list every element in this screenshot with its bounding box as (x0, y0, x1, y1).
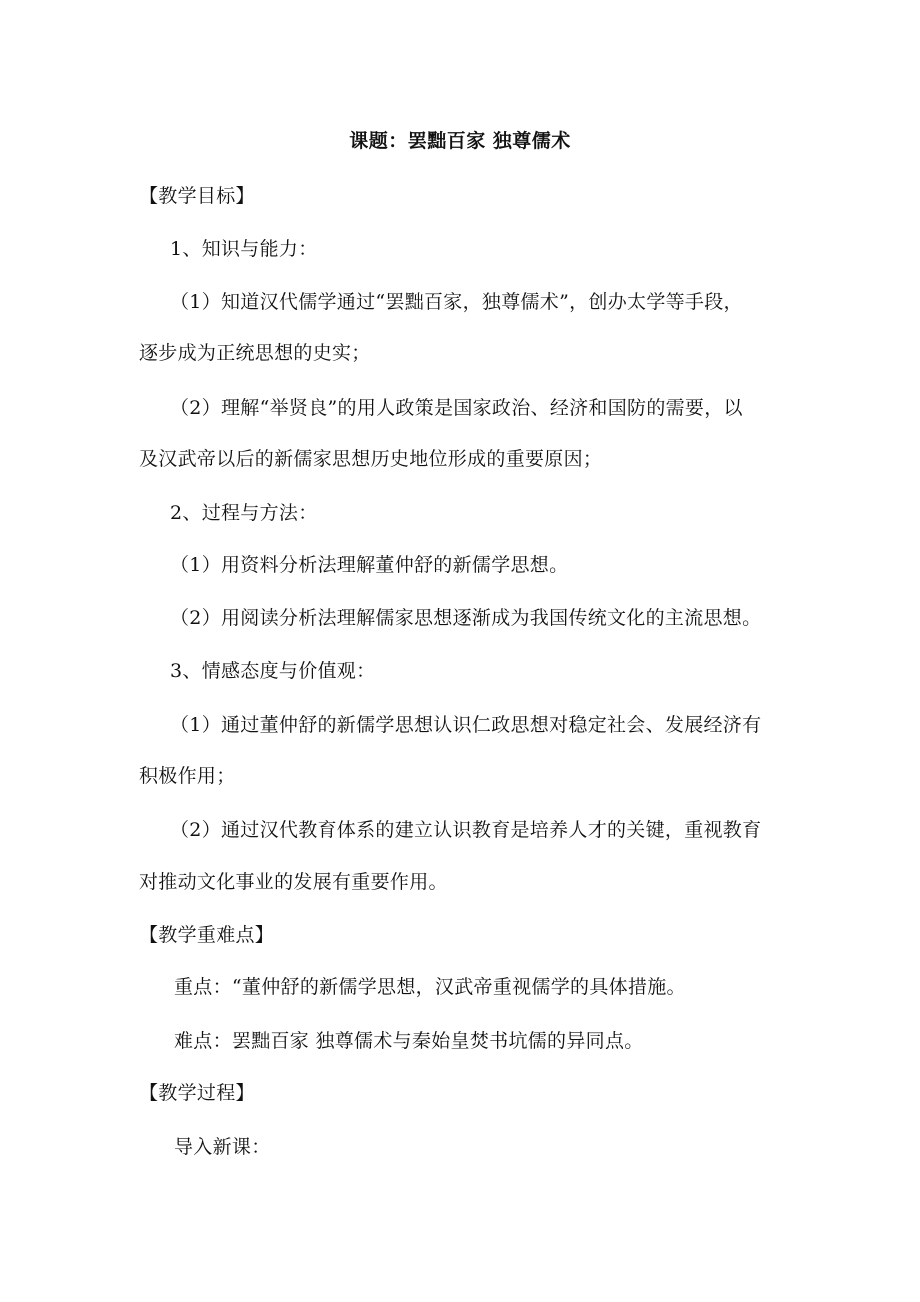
page-title: 课题：罢黜百家 独尊儒术 (349, 130, 571, 152)
paragraph-values-1-line2: 积极作用； (139, 765, 236, 787)
paragraph-knowledge-2-line1: （2）理解“举贤良”的用人政策是国家政治、经济和国防的需要，以 (170, 397, 743, 419)
paragraph-values-1-line1: （1）通过董仲舒的新儒学思想认识仁政思想对稳定社会、发展经济有 (170, 714, 762, 736)
subheading-knowledge-ability: 1、知识与能力： (170, 238, 318, 260)
section-heading-teaching-process: 【教学过程】 (139, 1082, 255, 1104)
paragraph-knowledge-2-line2: 及汉武帝以后的新儒家思想历史地位形成的重要原因； (139, 448, 603, 470)
paragraph-process-1: （1）用资料分析法理解董仲舒的新儒学思想。 (170, 554, 569, 576)
paragraph-knowledge-1-line2: 逐步成为正统思想的史实； (139, 342, 371, 364)
paragraph-intro: 导入新课： (174, 1136, 271, 1158)
subheading-process-method: 2、过程与方法： (170, 502, 318, 524)
section-heading-key-points: 【教学重难点】 (139, 924, 275, 946)
paragraph-process-2: （2）用阅读分析法理解儒家思想逐渐成为我国传统文化的主流思想。 (170, 607, 762, 629)
subheading-values: 3、情感态度与价值观： (170, 660, 376, 682)
paragraph-values-2-line2: 对推动文化事业的发展有重要作用。 (139, 871, 448, 893)
section-heading-teaching-goals: 【教学目标】 (139, 185, 255, 207)
paragraph-knowledge-1-line1: （1）知道汉代儒学通过“罢黜百家，独尊儒术”，创办太学等手段， (170, 291, 743, 313)
paragraph-key-difficulty: 难点：罢黜百家 独尊儒术与秦始皇焚书坑儒的异同点。 (174, 1030, 644, 1052)
paragraph-key-focus: 重点：“董仲舒的新儒学思想，汉武帝重视儒学的具体措施。 (174, 976, 686, 998)
paragraph-values-2-line1: （2）通过汉代教育体系的建立认识教育是培养人才的关键，重视教育 (170, 819, 762, 841)
